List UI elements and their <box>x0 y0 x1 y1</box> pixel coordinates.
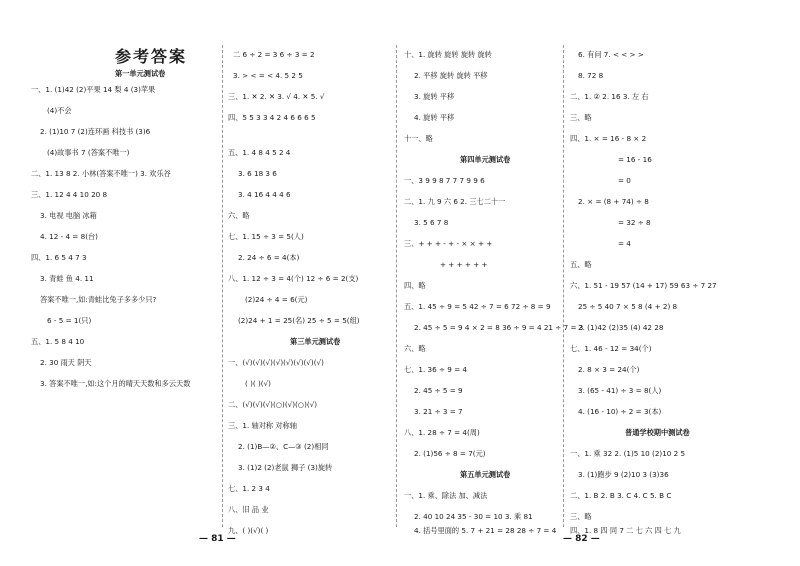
answer-line: 七、1. 15 ÷ 3 = 5(人) <box>228 232 304 241</box>
answer-line: 八、1. 28 ÷ 7 = 4(周) <box>404 428 480 437</box>
answer-line: 一、1. (1)42 (2)平果 14 梨 4 (3)苹果 <box>31 85 156 94</box>
answer-line: 3. 21 ÷ 3 = 7 <box>414 407 463 416</box>
answer-line: 2. × = (8 + 74) ÷ 8 <box>578 197 649 206</box>
answer-line: 二、1. 13 8 2. 小林(答案不唯一) 3. 欢乐谷 <box>31 169 171 178</box>
answer-line: 2. 24 ÷ 6 = 4(本) <box>238 253 300 262</box>
answer-line: 五、1. 5 8 4 10 <box>31 337 85 346</box>
answer-line: 七、1. 46 - 12 = 34(个) <box>570 344 652 353</box>
answer-line: 四、5 5 3 3 4 2 4 6 6 6 5 <box>228 113 316 122</box>
answer-line: 6. 有问 7. < < > > <box>578 50 644 59</box>
answer-line: 4. (16 - 10) ÷ 2 = 3(本) <box>578 407 662 416</box>
answer-line: 3. (1)2 (2)老鼠 狮子 (3)旋转 <box>238 463 333 472</box>
answer-line: 25 ÷ 5 40 7 × 5 8 (4 + 2) 8 <box>578 302 678 311</box>
answer-line: + + + + + + <box>440 260 488 269</box>
answer-line: 3. 旋转 平移 <box>414 92 455 101</box>
answer-line: 四、1. × = 16 - 8 × 2 <box>570 134 647 143</box>
answer-line: 3. 6 18 3 6 <box>238 169 277 178</box>
answer-line: 七、1. 36 ÷ 9 = 4 <box>404 365 467 374</box>
answer-line: 答案不唯一,如:青蛙比兔子多多少只? <box>40 295 157 304</box>
answer-line: 二、(√)(√)(√)(○)(√)(○)(√) <box>228 400 318 409</box>
answer-line: (4)不会 <box>47 106 72 115</box>
answer-line: 二、1. B 2. B 3. C 4. C 5. B C <box>570 491 672 500</box>
answer-line: 九、( )(√)( ) <box>228 526 269 535</box>
answer-line: 五、1. 45 ÷ 9 = 5 42 ÷ 7 = 6 72 ÷ 8 = 9 <box>404 302 551 311</box>
page-number-left: — 81 — <box>199 534 236 544</box>
answer-line: (2)24 + 1 = 25(名) 25 ÷ 5 = 5(组) <box>238 316 360 325</box>
answer-line: 2. 40 10 24 35 - 30 = 10 3. 乘 81 <box>414 512 533 521</box>
answer-line: 四、略 <box>404 281 426 290</box>
answer-line: 一、3 9 9 8 7 7 7 9 9 6 <box>404 176 485 185</box>
answer-line: 六、1. 51 - 19 57 (14 + 17) 59 63 ÷ 7 27 <box>570 281 717 290</box>
answer-line: 3. 4 16 4 4 4 6 <box>238 190 291 199</box>
answer-line: = 16 - 16 <box>618 155 652 164</box>
answer-line: (4)故事书 7 (答案不唯一) <box>47 148 130 157</box>
answer-line: 八、1. 12 ÷ 3 = 4(个) 12 ÷ 6 = 2(支) <box>228 274 359 283</box>
answer-line: 三、1. 轴对称 对称轴 <box>228 421 297 430</box>
section-heading: 第四单元测试卷 <box>460 155 511 164</box>
answer-line: = 32 ÷ 8 <box>618 218 651 227</box>
column-divider <box>563 45 564 527</box>
answer-line: 四、1. 6 5 4 7 3 <box>31 253 87 262</box>
answer-line: 五、1. 4 8 4 5 2 4 <box>228 148 291 157</box>
answer-line: 2. 45 ÷ 5 = 9 4 × 2 = 8 36 ÷ 9 = 4 21 ÷ 7 = 3 <box>414 323 584 332</box>
answer-line: 二、1. 九 9 六 6 2. 三七二十一 <box>404 197 506 206</box>
answer-line: 3. 5 6 7 8 <box>414 218 449 227</box>
answer-line: 三、1. ✕ 2. ✕ 3. √ 4. ✕ 5. √ <box>228 92 325 101</box>
main-title: 参考答案 <box>115 47 188 66</box>
answer-line: 二、1. ② 2. 16 3. 左 右 <box>570 92 649 101</box>
answer-line: 六、略 <box>404 344 426 353</box>
section-heading: 第五单元测试卷 <box>460 470 511 479</box>
answer-line: 3. 答案不唯一,如:这个月的晴天天数和多云天数 <box>40 379 191 388</box>
answer-line: 2. (1)56 ÷ 8 = 7(元) <box>414 449 486 458</box>
answer-line: 2. 30 雨天 阴天 <box>40 358 92 367</box>
answer-line: 4. 旋转 平移 <box>414 113 455 122</box>
answer-line: 六、略 <box>228 211 250 220</box>
answer-line: 2. (1)B—②、C—③ (2)相同 <box>238 442 329 451</box>
answer-line: 2. (1)10 7 (2)连环画 科技书 (3)6 <box>40 127 151 136</box>
answer-line: 三、略 <box>570 512 592 521</box>
answer-line: 6 - 5 = 1(只) <box>47 316 92 325</box>
answer-line: 八、旧 品 业 <box>228 505 269 514</box>
answer-line: 4. 括号里面的 5. 7 + 21 = 28 28 ÷ 7 = 4 <box>414 526 557 535</box>
section-heading: 第一单元测试卷 <box>115 69 166 78</box>
answer-line: 三、略 <box>570 113 592 122</box>
answer-line: = 0 <box>618 176 631 185</box>
answer-line: 四、1. 8 四 同 7 二 七 六 四 七 九 <box>570 526 681 535</box>
answer-line: 3. 青蛙 鱼 4. 11 <box>40 274 94 283</box>
answer-line: 三、+ + + - + - × × + + <box>404 239 493 248</box>
answer-line: 8. 72 8 <box>578 71 604 80</box>
answer-line: 2. 8 × 3 = 24(个) <box>578 365 640 374</box>
answer-line: = 4 <box>618 239 631 248</box>
answer-line: 3. (1)跑步 9 (2)10 3 (3)36 <box>578 470 669 479</box>
answer-line: 3. > < = < 4. 5 2 5 <box>233 71 303 80</box>
answer-line: ( )( )(√) <box>245 379 271 388</box>
section-heading: 第三单元测试卷 <box>290 337 341 346</box>
answer-line: 2. (1)42 (2)35 (4) 42 28 <box>578 323 664 332</box>
column-divider <box>222 45 223 527</box>
answer-line: 一、1. 乘、除法 加、减法 <box>404 491 488 500</box>
section-heading: 普通学校期中测试卷 <box>625 428 690 437</box>
answer-line: 二 6 ÷ 2 = 3 6 ÷ 3 = 2 <box>233 50 315 59</box>
answer-line: 2. 平移 旋转 旋转 平移 <box>414 71 488 80</box>
answer-line: 十一、略 <box>404 134 433 143</box>
page-number-right: — 82 — <box>563 534 600 544</box>
answer-line: 3. (65 - 41) ÷ 3 = 8(人) <box>578 386 662 395</box>
column-divider <box>396 45 397 527</box>
answer-line: 一、(√)(√)(√)(√)(√)(√)(√)(√) <box>228 358 324 367</box>
answer-line: 一、1. 乘 32 2. (1)5 10 (2)10 2 5 <box>570 449 686 458</box>
answer-line: 3. 电视 电脑 冰箱 <box>40 211 97 220</box>
answer-line: 4. 12 - 4 = 8(台) <box>40 232 98 241</box>
answer-line: 七、1. 2 3 4 <box>228 484 270 493</box>
answer-line: 2. 45 ÷ 5 = 9 <box>414 386 463 395</box>
answer-line: (2)24 ÷ 4 = 6(元) <box>245 295 308 304</box>
answer-line: 十、1. 旋转 旋转 旋转 旋转 <box>404 50 492 59</box>
answer-line: 五、略 <box>570 260 592 269</box>
answer-line: 三、1. 12 4 4 10 20 8 <box>31 190 108 199</box>
